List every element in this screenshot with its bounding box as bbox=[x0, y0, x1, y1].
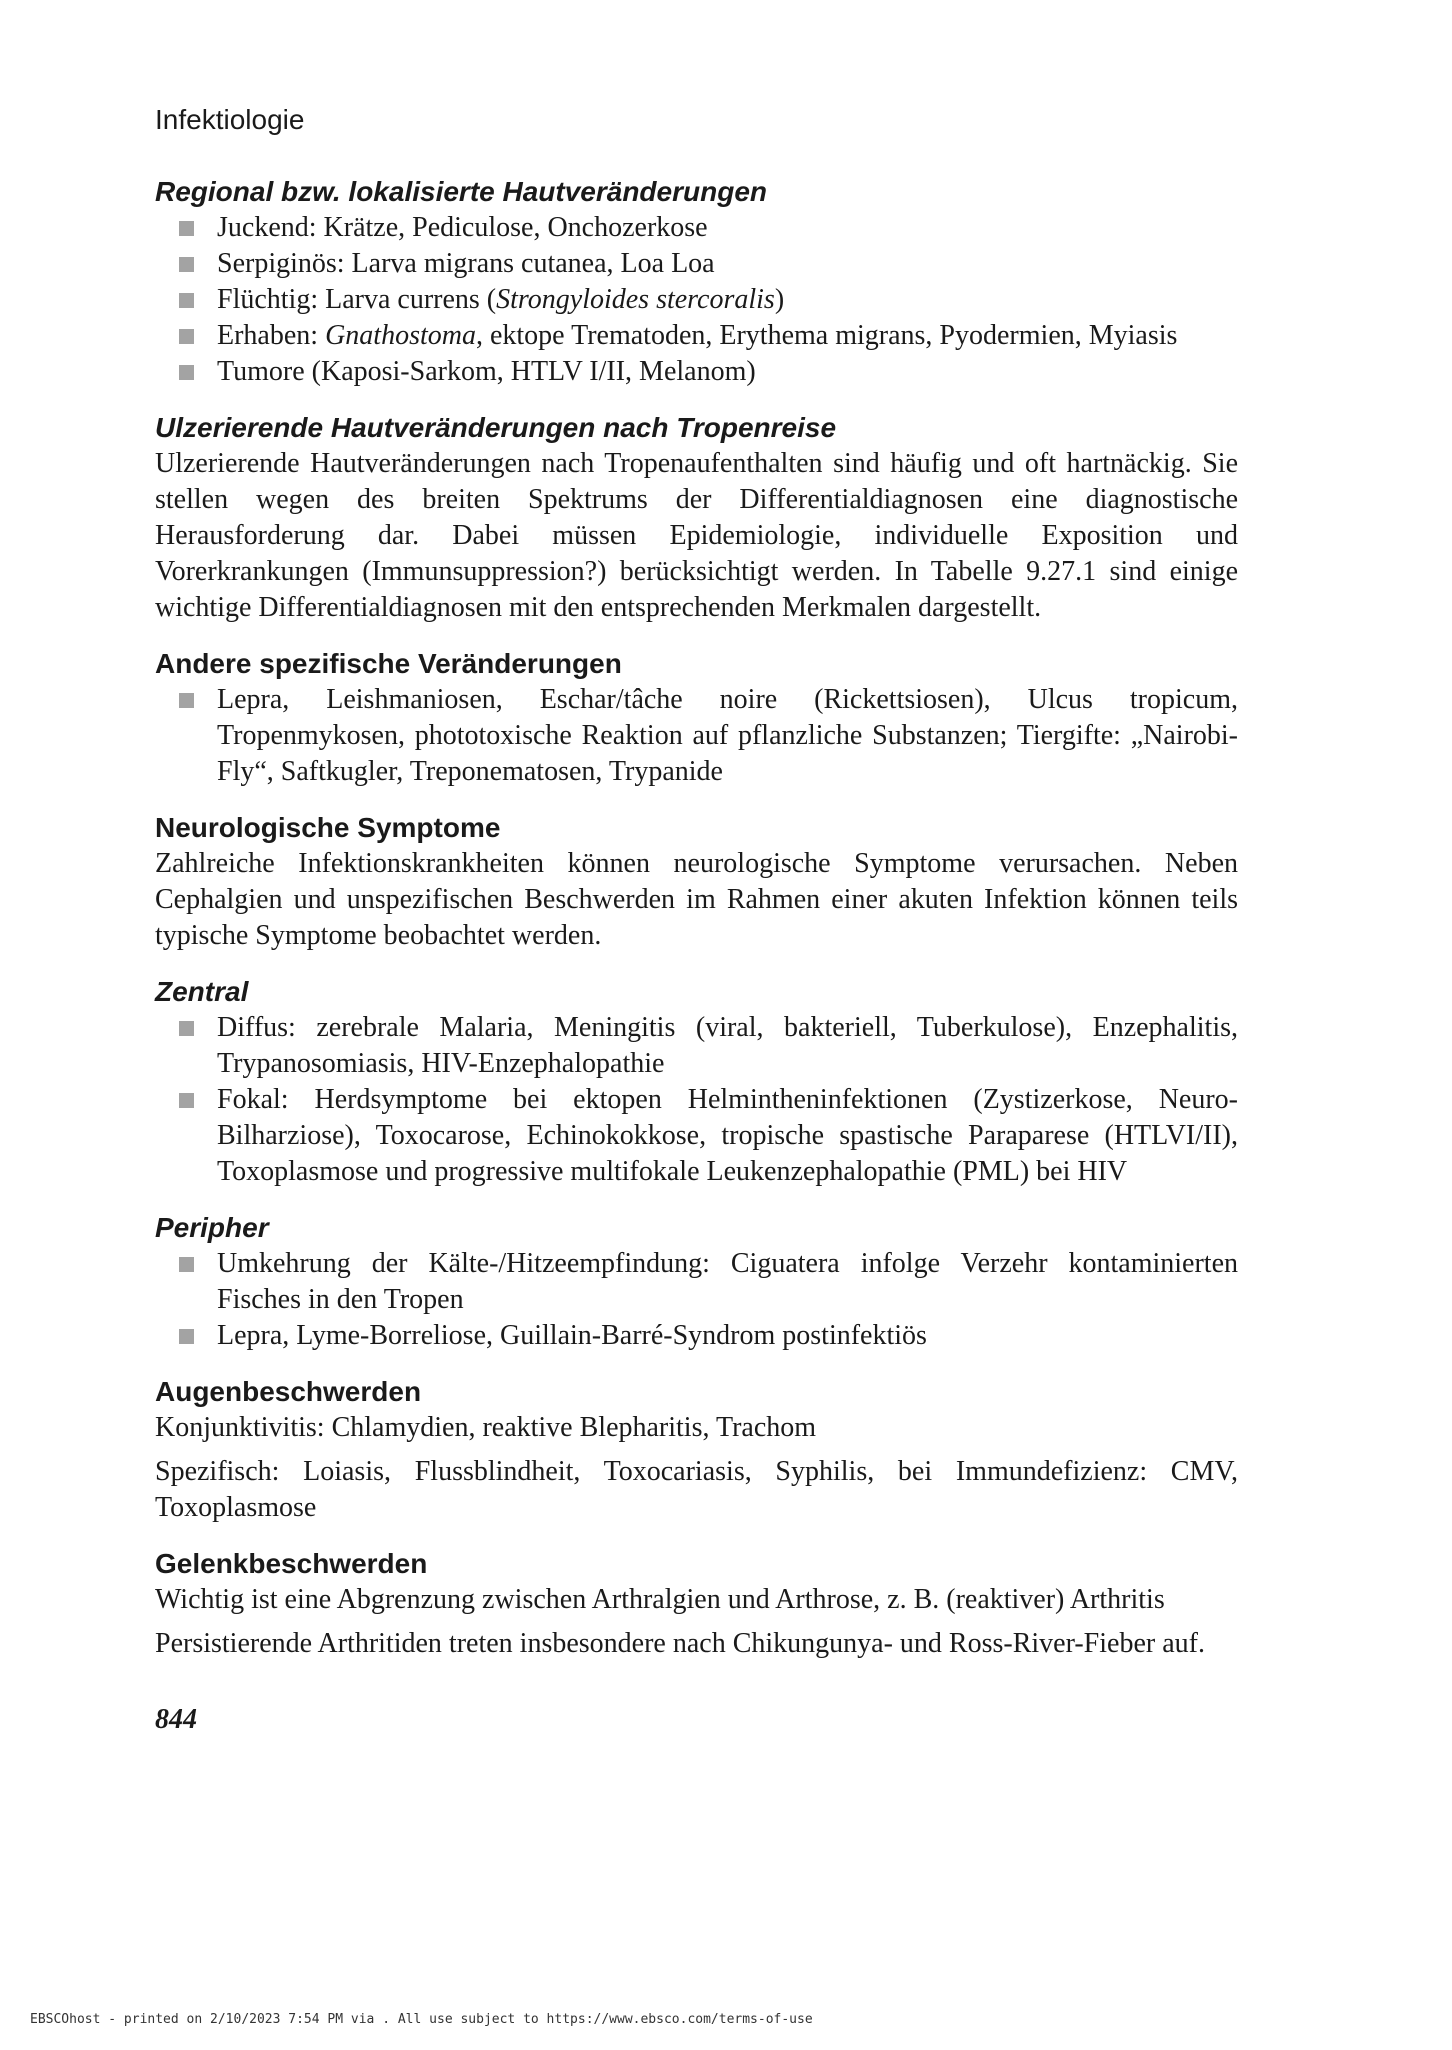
section-heading: Gelenkbeschwerden bbox=[155, 1548, 428, 1579]
section-eye bbox=[155, 1374, 1238, 1526]
bullet-list bbox=[155, 1010, 1238, 1190]
section-heading: Augenbeschwerden bbox=[155, 1376, 422, 1407]
page-body bbox=[155, 102, 1238, 1738]
bullet-list bbox=[155, 210, 1238, 390]
bullet-list bbox=[155, 682, 1238, 790]
bullet-list bbox=[155, 1246, 1238, 1354]
square-bullet-icon bbox=[179, 257, 194, 272]
paragraph: Wichtig ist eine Abgrenzung zwischen Arthralgien und Arthrose, z. B. (reaktiver) Arthritis bbox=[155, 1584, 1165, 1615]
list-item: Serpiginös: Larva migrans cutanea, Loa Loa bbox=[155, 246, 1238, 282]
section-peripheral bbox=[155, 1210, 1238, 1354]
section-heading: Zentral bbox=[155, 976, 249, 1007]
section-heading: Ulzerierende Hautveränderungen nach Tropenreise bbox=[155, 412, 837, 443]
footer-notice: EBSCOhost - printed on 2/10/2023 7:54 PM via . All use subject to https://www.ebsco.com/terms-of-use bbox=[30, 2012, 813, 2027]
section-heading: Andere spezifische Veränderungen bbox=[155, 648, 622, 679]
square-bullet-icon bbox=[179, 293, 194, 308]
square-bullet-icon bbox=[179, 1021, 194, 1036]
section-joint bbox=[155, 1546, 1238, 1662]
section-regional-skin bbox=[155, 174, 1238, 390]
paragraph: Zahlreiche Infektionskrankheiten können neurologische Symptome verursachen. Neben Cephalgien und unspezifischen Beschwerden im Rahmen einer akuten Infektion können teils typische Symptome beobachtet werden. bbox=[155, 848, 1238, 951]
square-bullet-icon bbox=[179, 1329, 194, 1344]
page-number: 844 bbox=[155, 1704, 197, 1735]
section-heading: Neurologische Symptome bbox=[155, 812, 501, 843]
running-head: Infektiologie bbox=[155, 104, 305, 135]
section-other-specific bbox=[155, 646, 1238, 790]
section-heading: Regional bzw. lokalisierte Hautveränderungen bbox=[155, 176, 767, 207]
paragraph: Ulzerierende Hautveränderungen nach Tropenaufenthalten sind häufig und oft hartnäckig. Sie stellen wegen des breiten Spektrums der Differentialdiagnosen eine diagnostische Herausforderung dar. Dabei müssen Epidemiologie, individuelle Exposition und Vorerkrankungen (Immunsuppression?) berücksichtigt werden. In Tabelle 9.27.1 sind einige wichtige Differentialdiagnosen mit den entsprechenden Merkmalen dargestellt. bbox=[155, 448, 1238, 623]
list-item: Lepra, Lyme-Borreliose, Guillain-Barré-Syndrom postinfektiös bbox=[155, 1318, 1238, 1354]
square-bullet-icon bbox=[179, 1093, 194, 1108]
list-item: Juckend: Krätze, Pediculose, Onchozerkose bbox=[155, 210, 1238, 246]
square-bullet-icon bbox=[179, 1257, 194, 1272]
section-ulcerating-skin bbox=[155, 410, 1238, 626]
square-bullet-icon bbox=[179, 221, 194, 236]
square-bullet-icon bbox=[179, 693, 194, 708]
list-item: Flüchtig: Larva currens (Strongyloides stercoralis) bbox=[155, 282, 1238, 318]
section-central bbox=[155, 974, 1238, 1190]
list-item: Erhaben: Gnathostoma, ektope Trematoden, Erythema migrans, Pyodermien, Myiasis bbox=[155, 318, 1238, 354]
section-neurological bbox=[155, 810, 1238, 954]
list-item: Lepra, Leishmaniosen, Eschar/tâche noire (Rickettsiosen), Ulcus tropicum, Tropenmykosen, phototoxische Reaktion auf pflanzliche Substanzen; Tiergifte: „Nairobi-Fly“, Saftkugler, Treponematosen, Trypanide bbox=[155, 682, 1238, 790]
paragraph: Spezifisch: Loiasis, Flussblindheit, Toxocariasis, Syphilis, bei Immundefizienz: CMV, Toxoplasmose bbox=[155, 1456, 1238, 1523]
list-item: Diffus: zerebrale Malaria, Meningitis (viral, bakteriell, Tuberkulose), Enzephalitis, Trypanosomiasis, HIV-Enzephalopathie bbox=[155, 1010, 1238, 1082]
square-bullet-icon bbox=[179, 329, 194, 344]
paragraph: Konjunktivitis: Chlamydien, reaktive Blepharitis, Trachom bbox=[155, 1412, 817, 1443]
list-item: Fokal: Herdsymptome bei ektopen Helmintheninfektionen (Zystizerkose, Neuro-Bilharziose), Toxocarose, Echinokokkose, tropische spastische Paraparese (HTLVI/II), Toxoplasmose und progressive multifokale Leukenzephalopathie (PML) bei HIV bbox=[155, 1082, 1238, 1190]
section-heading: Peripher bbox=[155, 1212, 269, 1243]
list-item: Tumore (Kaposi-Sarkom, HTLV I/II, Melanom) bbox=[155, 354, 1238, 390]
paragraph: Persistierende Arthritiden treten insbesondere nach Chikungunya- und Ross-River-Fieber auf. bbox=[155, 1628, 1205, 1659]
square-bullet-icon bbox=[179, 365, 194, 380]
list-item: Umkehrung der Kälte-/Hitzeempfindung: Ciguatera infolge Verzehr kontaminierten Fisches in den Tropen bbox=[155, 1246, 1238, 1318]
